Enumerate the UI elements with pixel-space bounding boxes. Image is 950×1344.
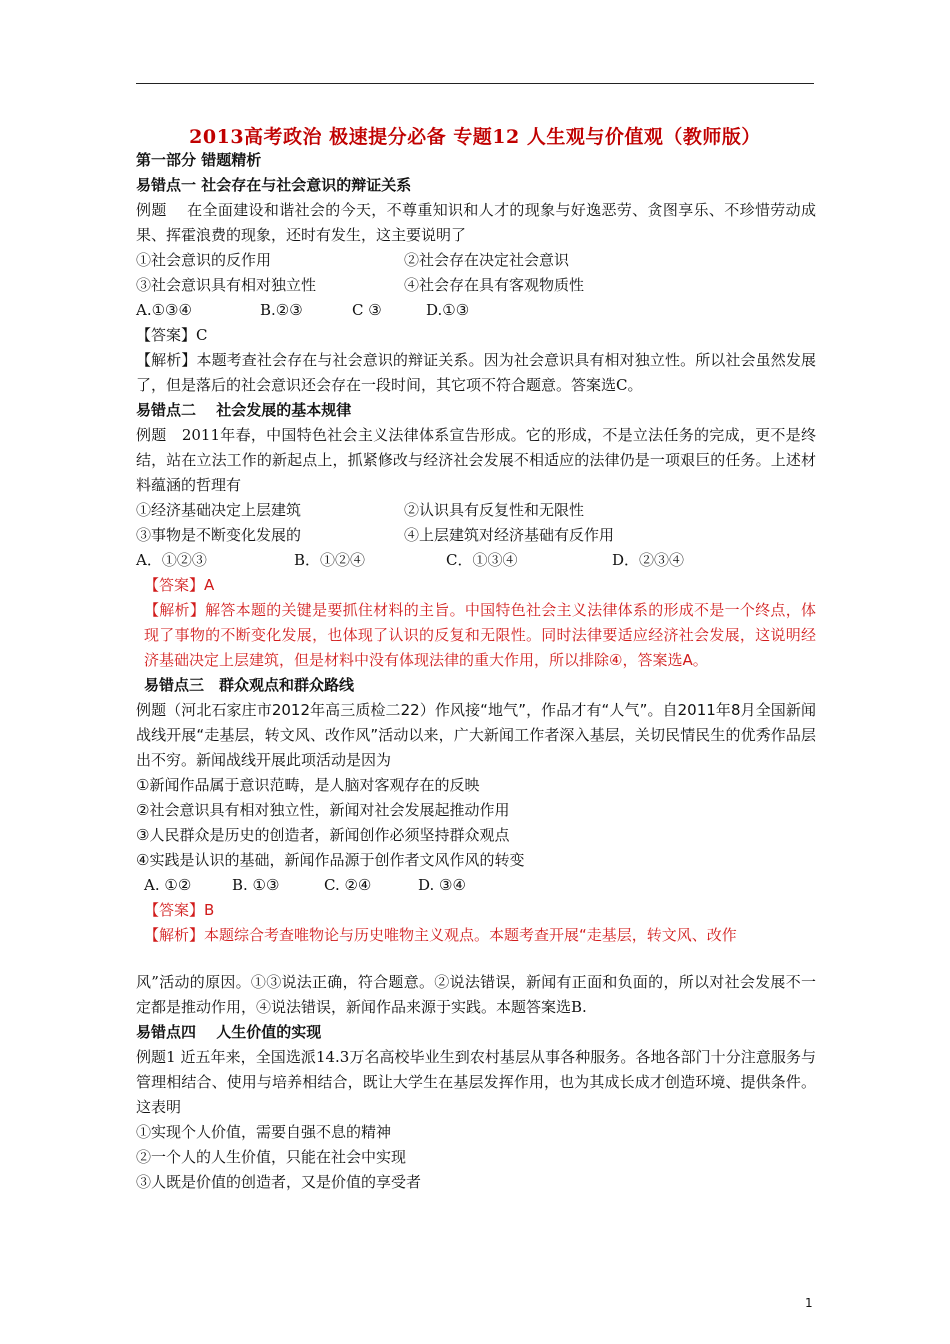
paragraph-gap (136, 948, 816, 970)
option-2: ②一个人的人生价值，只能在社会中实现 (136, 1148, 407, 1166)
choice-b: B．①②④ (294, 551, 366, 569)
section-2-question: 例题 2011年春，中国特色社会主义法律体系宣告形成。它的形成，不是立法任务的完成，更不是终结，站在立法工作的新起点上，抓紧修改与经济社会发展不相适应的法律仍是一项艰巨的任务。上述材料蕴涵的哲理有 (136, 426, 816, 494)
option-2: ②认识具有反复性和无限性 (404, 501, 585, 519)
choice-d: D.①③ (426, 301, 470, 319)
option-2: ②社会意识具有相对独立性，新闻对社会发展起推动作用 (136, 801, 510, 819)
section-2-answer: 【答案】A (144, 576, 215, 594)
document-body (136, 148, 816, 1195)
choice-a: A. ①② (144, 876, 192, 894)
section-3-analysis-line-1: 【解析】本题综合考查唯物论与历史唯物主义观点。本题考查开展“走基层，转文风、改作 (144, 926, 737, 944)
section-1-answer: 【答案】C (136, 326, 208, 344)
option-3: ③人民群众是历史的创造者，新闻创作必须坚持群众观点 (136, 826, 510, 844)
section-4-question: 例题1 近五年来，全国选派14.3万名高校毕业生到农村基层从事各种服务。各地各部门十分注意服务与管理相结合、使用与培养相结合，既让大学生在基层发挥作用，也为其成长成才创造环境、提供条件。这表明 (136, 1048, 816, 1116)
section-2-heading: 易错点二 社会发展的基本规律 (136, 401, 352, 419)
page-number: 1 (805, 1296, 813, 1310)
section-1-question: 例题 在全面建设和谐社会的今天，不尊重知识和人才的现象与好逸恶劳、贪图享乐、不珍惜劳动成果、挥霍浪费的现象，还时有发生，这主要说明了 (136, 201, 816, 244)
section-3-question: 例题（河北石家庄市2012年高三质检二22）作风接“地气”，作品才有“人气”。自2011年8月全国新闻战线开展“走基层，转文风、改作风”活动以来，广大新闻工作者深入基层，关切民情民生的优秀作品层出不穷。新闻战线开展此项活动是因为 (136, 701, 816, 769)
option-1: ①社会意识的反作用 (136, 251, 272, 269)
option-3: ③人既是价值的创造者，又是价值的享受者 (136, 1173, 422, 1191)
option-2: ②社会存在决定社会意识 (404, 251, 570, 269)
option-3: ③社会意识具有相对独立性 (136, 276, 317, 294)
option-4: ④上层建筑对经济基础有反作用 (404, 526, 615, 544)
section-1-choices (136, 298, 816, 323)
section-1-options-row-1 (136, 248, 816, 273)
section-1-heading: 易错点一 社会存在与社会意识的辩证关系 (136, 176, 412, 194)
part-heading: 第一部分 错题精析 (136, 151, 262, 169)
choice-c: C．①③④ (446, 551, 518, 569)
choice-a: A．①②③ (136, 551, 207, 569)
option-3: ③事物是不断变化发展的 (136, 526, 302, 544)
section-2-analysis: 【解析】解答本题的关键是要抓住材料的主旨。中国特色社会主义法律体系的形成不是一个终点，体现了事物的不断变化发展，也体现了认识的反复和无限性。同时法律要适应经济社会发展，这说明经济基础决定上层建筑，但是材料中没有体现法律的重大作用，所以排除④，答案选A。 (144, 601, 816, 669)
choice-d: D. ③④ (418, 876, 466, 894)
option-1: ①新闻作品属于意识范畴，是人脑对客观存在的反映 (136, 776, 480, 794)
choice-b: B.②③ (260, 301, 303, 319)
header-rule (136, 83, 814, 84)
choice-a: A.①③④ (136, 301, 192, 319)
section-2-choices (136, 548, 816, 573)
section-3-analysis-line-2: 风”活动的原因。①③说法正确，符合题意。②说法错误，新闻有正面和负面的，所以对社会发展不一定都是推动作用，④说法错误，新闻作品来源于实践。本题答案选B. (136, 973, 816, 1016)
option-1: ①实现个人价值，需要自强不息的精神 (136, 1123, 392, 1141)
section-1-analysis: 【解析】本题考查社会存在与社会意识的辩证关系。因为社会意识具有相对独立性。所以社会虽然发展了，但是落后的社会意识还会存在一段时间，其它项不符合题意。答案选C。 (136, 351, 816, 394)
section-2-options-row-1 (136, 498, 816, 523)
option-1: ①经济基础决定上层建筑 (136, 501, 302, 519)
document-title: 2013高考政治 极速提分必备 专题12 人生观与价值观（教师版） (189, 126, 761, 148)
section-3-heading: 易错点三 群众观点和群众路线 (144, 676, 355, 694)
choice-b: B. ①③ (232, 876, 280, 894)
section-4-heading: 易错点四 人生价值的实现 (136, 1023, 322, 1041)
choice-d: D．②③④ (612, 551, 685, 569)
option-4: ④社会存在具有客观物质性 (404, 276, 585, 294)
option-4: ④实践是认识的基础，新闻作品源于创作者文风作风的转变 (136, 851, 525, 869)
section-1-options-row-2 (136, 273, 816, 298)
section-3-choices (136, 873, 816, 898)
section-3-answer: 【答案】B (144, 901, 215, 919)
choice-c: C ③ (352, 301, 382, 319)
section-2-options-row-2 (136, 523, 816, 548)
choice-c: C. ②④ (324, 876, 372, 894)
